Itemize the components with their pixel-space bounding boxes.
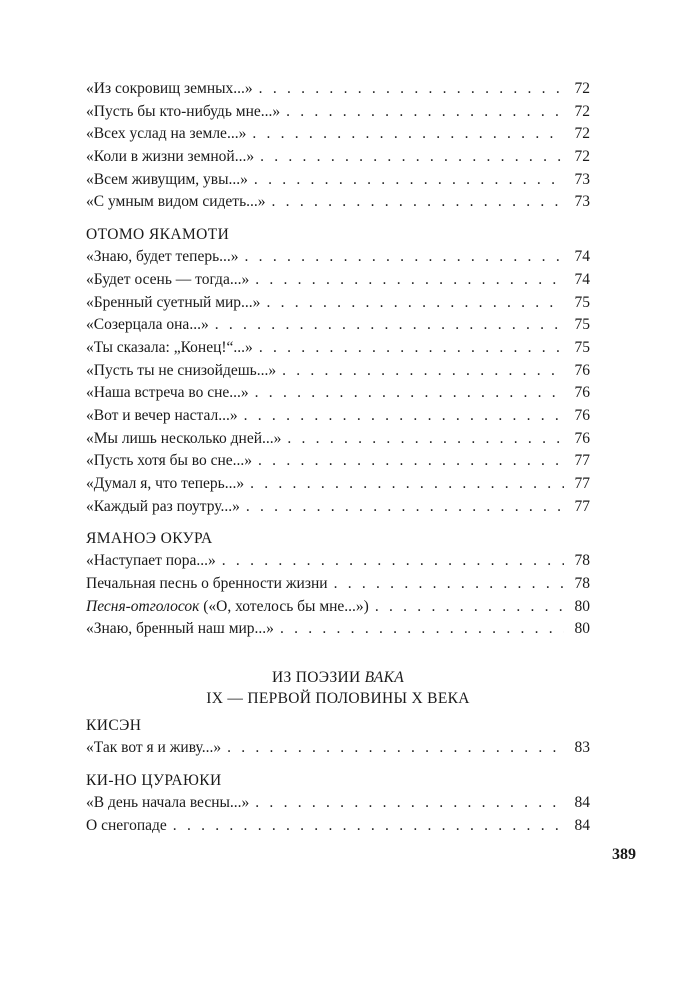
entry-title: «Пусть хотя бы во сне...» — [86, 452, 253, 470]
leader-dots — [259, 337, 564, 360]
entry-title-italic: Песня-отголосок — [86, 597, 200, 615]
entry-page: 78 — [574, 552, 590, 570]
toc-entry[interactable] — [86, 337, 590, 360]
leader-dots — [286, 101, 564, 124]
entry-title: «Созерцала она...» — [86, 316, 209, 334]
toc-entry[interactable] — [86, 101, 590, 124]
entry-title: «Знаю, будет теперь...» — [86, 248, 239, 266]
leader-dots — [272, 191, 564, 214]
author-heading: КИ-НО ЦУРАЮКИ — [86, 771, 222, 789]
toc-entry[interactable] — [86, 269, 590, 292]
toc-entry[interactable] — [86, 428, 590, 451]
leader-dots — [244, 405, 564, 428]
entry-page: 77 — [574, 452, 590, 470]
leader-dots — [227, 737, 564, 760]
entry-title: «Ты сказала: „Конец!“...» — [86, 338, 253, 356]
leader-dots — [259, 78, 564, 101]
entry-title: «Наступает пора...» — [86, 552, 216, 570]
entry-page: 72 — [574, 148, 590, 166]
part-title — [86, 667, 590, 709]
part-title-line-1 — [86, 667, 590, 688]
entry-title: О снегопаде — [86, 816, 167, 834]
entry-page: 75 — [574, 316, 590, 334]
toc-entry[interactable] — [86, 450, 590, 473]
leader-dots — [254, 169, 564, 192]
leader-dots — [255, 792, 564, 815]
leader-dots — [222, 550, 564, 573]
leader-dots — [260, 146, 564, 169]
leader-dots — [280, 618, 564, 641]
toc-entry[interactable] — [86, 618, 590, 641]
toc-entry[interactable] — [86, 246, 590, 269]
entry-page: 77 — [574, 475, 590, 492]
toc-entry[interactable] — [86, 360, 590, 383]
entry-page: 75 — [574, 293, 590, 311]
entry-title: «Знаю, бренный наш мир...» — [86, 620, 274, 638]
entry-title: «Всем живущим, увы...» — [86, 170, 248, 188]
entry-title: «Думал я, что теперь...» — [86, 475, 245, 492]
toc-entry[interactable] — [86, 78, 590, 101]
entry-page: 72 — [574, 80, 590, 97]
leader-dots — [334, 573, 564, 596]
toc-section — [86, 78, 590, 214]
entry-title: «Мы лишь несколько дней...» — [86, 429, 282, 447]
entry-page: 76 — [574, 384, 590, 402]
entry-page: 83 — [574, 739, 590, 757]
toc-entry[interactable] — [86, 191, 590, 214]
entry-page: 75 — [574, 338, 590, 356]
toc-section — [86, 224, 590, 518]
entry-title: «Пусть ты не снизойдешь...» — [86, 361, 277, 379]
entry-page: 76 — [574, 429, 590, 447]
entry-title: «В день начала весны...» — [86, 793, 250, 811]
entry-page: 78 — [574, 575, 590, 593]
leader-dots — [255, 382, 564, 405]
leader-dots — [250, 473, 564, 496]
toc-entry[interactable] — [86, 314, 590, 337]
toc-section — [86, 770, 590, 837]
toc-entry[interactable] — [86, 496, 590, 519]
author-heading: КИСЭН — [86, 717, 142, 735]
toc-entry[interactable] — [86, 146, 590, 169]
entry-title: «С умным видом сидеть...» — [86, 193, 266, 211]
entry-page: 80 — [574, 597, 590, 615]
entry-page: 73 — [574, 193, 590, 211]
toc-entry[interactable] — [86, 169, 590, 192]
entry-page: 80 — [574, 620, 590, 638]
entry-page: 74 — [574, 248, 590, 266]
part-title-italic: ВАКА — [364, 669, 404, 687]
part-title-line-2: IX — ПЕРВОЙ ПОЛОВИНЫ X ВЕКА — [206, 690, 470, 708]
leader-dots — [287, 428, 564, 451]
leader-dots — [266, 292, 564, 315]
page-number: 389 — [612, 846, 636, 863]
leader-dots — [215, 314, 564, 337]
entry-title: «Пусть бы кто-нибудь мне...» — [86, 102, 281, 120]
entry-page: 76 — [574, 406, 590, 424]
toc-entry[interactable] — [86, 737, 590, 760]
leader-dots — [245, 246, 564, 269]
entry-title: «Будет осень — тогда...» — [86, 270, 250, 288]
leader-dots — [258, 450, 564, 473]
entry-title: «Бренный суетный мир...» — [86, 293, 261, 311]
toc-entry[interactable] — [86, 123, 590, 146]
toc-entry[interactable] — [86, 473, 590, 496]
entry-title: «Из сокровищ земных...» — [86, 80, 253, 97]
entry-title: «Наша встреча во сне...» — [86, 384, 249, 402]
entry-page: 73 — [574, 170, 590, 188]
toc-entry[interactable] — [86, 596, 590, 619]
entry-title: «Вот и вечер настал...» — [86, 406, 238, 424]
leader-dots — [255, 269, 564, 292]
entry-page: 72 — [574, 125, 590, 143]
toc-entry[interactable] — [86, 792, 590, 815]
entry-page: 76 — [574, 361, 590, 379]
toc-section — [86, 715, 590, 760]
toc-entry[interactable] — [86, 815, 590, 838]
entry-page: 77 — [574, 497, 590, 515]
leader-dots — [252, 123, 564, 146]
toc-section — [86, 528, 590, 641]
entry-title: Печальная песнь о бренности жизни — [86, 575, 328, 593]
entry-title: «Коли в жизни земной...» — [86, 148, 255, 166]
entry-title: «Всех услад на земле...» — [86, 125, 247, 143]
entry-title — [86, 596, 369, 619]
part-title-prefix: ИЗ ПОЭЗИИ — [272, 669, 365, 687]
entry-title-rest: («О, хотелось бы мне...») — [199, 597, 369, 615]
author-heading: ЯМАНОЭ ОКУРА — [86, 530, 213, 548]
entry-title: «Каждый раз поутру...» — [86, 497, 240, 515]
leader-dots — [173, 815, 564, 838]
leader-dots — [246, 496, 564, 519]
leader-dots — [375, 596, 564, 619]
author-heading: ОТОМО ЯКАМОТИ — [86, 226, 230, 244]
entry-page: 84 — [574, 793, 590, 811]
toc-entry[interactable] — [86, 292, 590, 315]
table-of-contents — [86, 78, 590, 837]
toc-entry[interactable] — [86, 573, 590, 596]
toc-entry[interactable] — [86, 405, 590, 428]
toc-entry[interactable] — [86, 382, 590, 405]
entry-page: 72 — [574, 102, 590, 120]
leader-dots — [282, 360, 564, 383]
entry-title: «Так вот я и живу...» — [86, 739, 222, 757]
entry-page: 74 — [574, 270, 590, 288]
toc-entry[interactable] — [86, 550, 590, 573]
entry-page: 84 — [574, 816, 590, 834]
